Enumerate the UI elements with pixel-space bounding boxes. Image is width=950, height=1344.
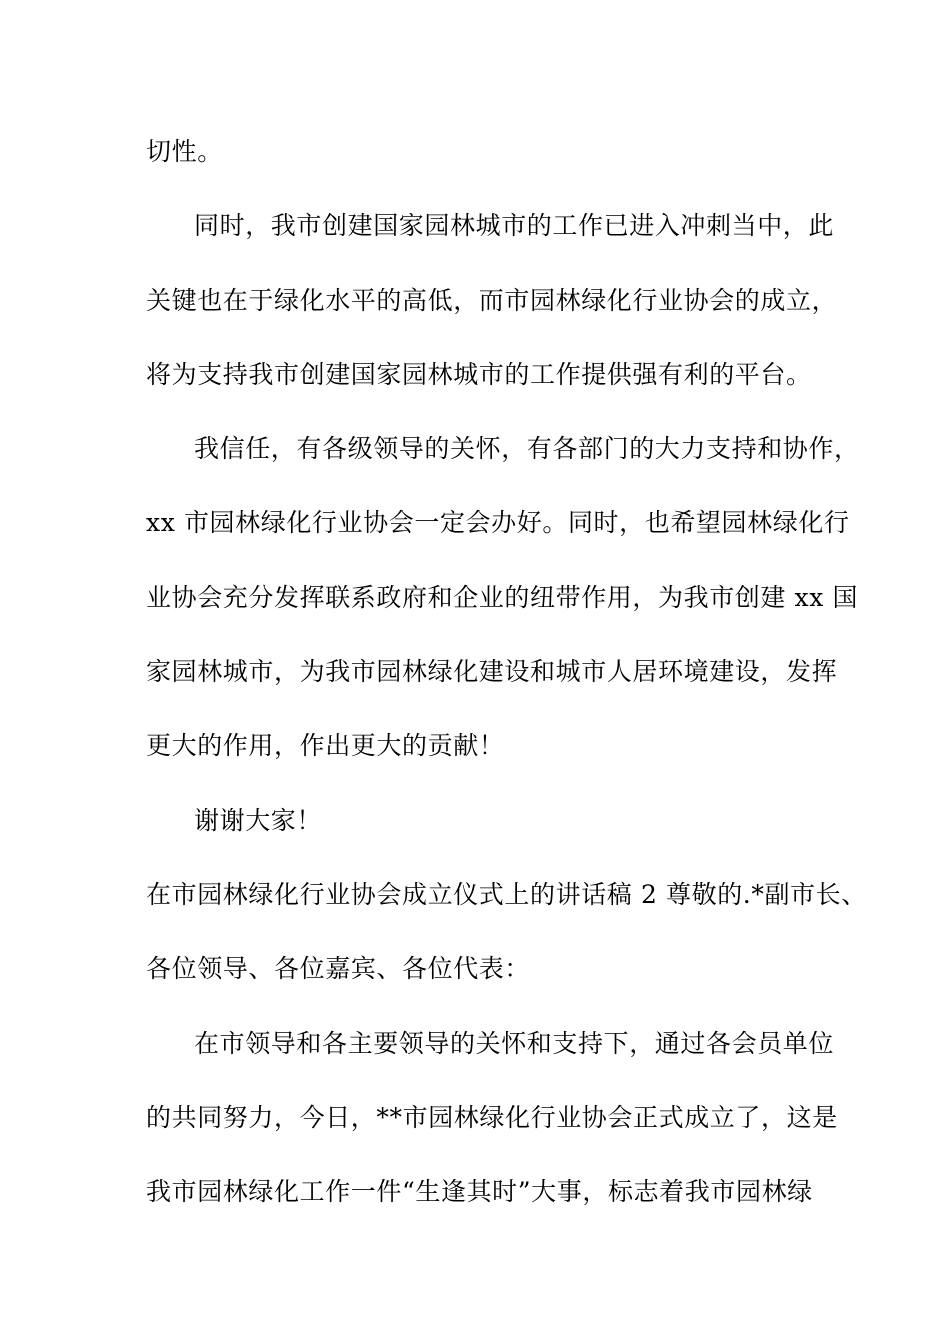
paragraph-first-line: 同时，我市创建国家园林城市的工作已进入冲刺当中，此 [194, 211, 835, 240]
salutation-line: 各位领导、各位嘉宾、各位代表： [146, 954, 531, 983]
paragraph-first-line: 在市领导和各主要领导的关怀和支持下，通过各会员单位 [194, 1029, 835, 1058]
speech-title-line: 在市园林绿化行业协会成立仪式上的讲话稿 2 尊敬的.*副市长、 [146, 880, 867, 909]
text-line: 关键也在于绿化水平的高低，而市园林绿化行业协会的成立， [146, 286, 838, 315]
text-line: 将为支持我市创建国家园林城市的工作提供强有利的平台。 [146, 360, 812, 389]
text-line: 家园林城市，为我市园林绿化建设和城市人居环境建设，发挥 [146, 657, 838, 686]
paragraph-first-line: 我信任，有各级领导的关怀，有各部门的大力支持和协作， [194, 434, 860, 463]
text-line: 我市园林绿化工作一件“生逢其时”大事，标志着我市园林绿 [146, 1177, 813, 1206]
text-line: 切性。 [146, 137, 223, 166]
text-line: 的共同努力，今日，**市园林绿化行业协会正式成立了，这是 [146, 1103, 838, 1132]
text-line: xx 市园林绿化行业协会一定会办好。同时，也希望园林绿化行 [146, 508, 850, 537]
text-line: 业协会充分发挥联系政府和企业的纽带作用，为我市创建 xx 国 [146, 583, 859, 612]
closing-line: 谢谢大家！ [194, 806, 323, 835]
text-line: 更大的作用，作出更大的贡献！ [146, 731, 505, 760]
